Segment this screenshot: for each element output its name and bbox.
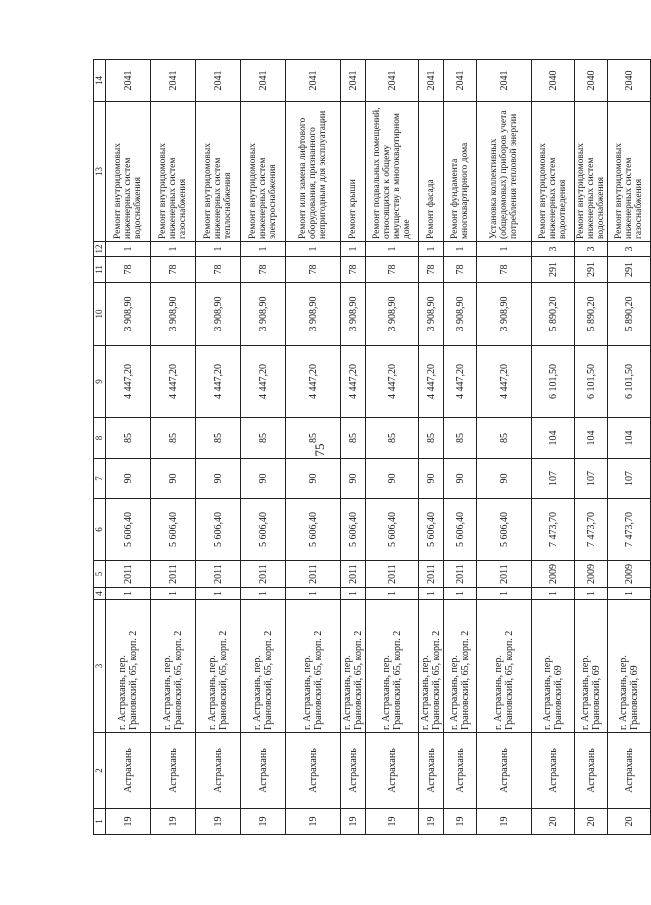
table-row: [477, 60, 532, 835]
address: г. Астрахань, пер. Грановский, 65, корп. 2: [286, 600, 341, 733]
planned-year: 2041: [286, 60, 341, 102]
work-type: Ремонт внутридомовых инженерных систем газоснабжения: [151, 102, 196, 242]
col-4: 1: [419, 588, 444, 600]
area-9: 6 101,50: [575, 346, 608, 418]
planned-year: 2041: [106, 60, 151, 102]
col-11: 78: [419, 257, 444, 283]
row-index: 19: [419, 809, 444, 835]
total-area: 5 606,40: [341, 499, 366, 561]
total-area: 5 606,40: [366, 499, 419, 561]
col-11: 291: [532, 257, 575, 283]
address: г. Астрахань, пер. Грановский, 65, корп. 2: [241, 600, 286, 733]
address: г. Астрахань, пер. Грановский, 69: [608, 600, 651, 733]
col-8: 85: [241, 418, 286, 459]
table-row: [366, 60, 419, 835]
total-area: 7 473,70: [575, 499, 608, 561]
total-area: 5 606,40: [106, 499, 151, 561]
column-number: 11: [94, 257, 106, 283]
area-10: 3 908,90: [286, 283, 341, 346]
row-index: 19: [341, 809, 366, 835]
column-number: 9: [94, 346, 106, 418]
row-index: 20: [608, 809, 651, 835]
col-8: 85: [106, 418, 151, 459]
municipality: Астрахань: [151, 733, 196, 809]
row-index: 19: [241, 809, 286, 835]
address: г. Астрахань, пер. Грановский, 65, корп. 2: [444, 600, 477, 733]
col-4: 1: [608, 588, 651, 600]
planned-year: 2041: [196, 60, 241, 102]
year: 2009: [608, 561, 651, 588]
area-9: 4 447,20: [477, 346, 532, 418]
area-10: 3 908,90: [196, 283, 241, 346]
planned-year: 2041: [151, 60, 196, 102]
work-type: Ремонт или замена лифтового оборудования, признанного непригодным для эксплуатации: [286, 102, 341, 242]
column-number: 12: [94, 242, 106, 257]
total-area: 7 473,70: [608, 499, 651, 561]
col-4: 1: [477, 588, 532, 600]
address: г. Астрахань, пер. Грановский, 65, корп. 2: [341, 600, 366, 733]
area-9: 4 447,20: [366, 346, 419, 418]
area-10: 5 890,20: [532, 283, 575, 346]
col-7: 90: [151, 459, 196, 499]
col-12: 3: [608, 242, 651, 257]
address: г. Астрахань, пер. Грановский, 65, корп. 2: [106, 600, 151, 733]
municipality: Астрахань: [532, 733, 575, 809]
area-9: 4 447,20: [106, 346, 151, 418]
col-4: 1: [444, 588, 477, 600]
planned-year: 2041: [419, 60, 444, 102]
col-11: 78: [241, 257, 286, 283]
year: 2011: [286, 561, 341, 588]
table-row: [341, 60, 366, 835]
area-9: 4 447,20: [151, 346, 196, 418]
col-11: 291: [575, 257, 608, 283]
capital-repair-table: [93, 59, 651, 835]
planned-year: 2041: [341, 60, 366, 102]
year: 2011: [341, 561, 366, 588]
col-11: 78: [196, 257, 241, 283]
row-index: 20: [575, 809, 608, 835]
row-index: 19: [444, 809, 477, 835]
area-10: 3 908,90: [477, 283, 532, 346]
area-10: 3 908,90: [241, 283, 286, 346]
address: г. Астрахань, пер. Грановский, 69: [532, 600, 575, 733]
col-7: 90: [106, 459, 151, 499]
row-index: 19: [151, 809, 196, 835]
col-12: 1: [196, 242, 241, 257]
page-number: 75: [312, 443, 327, 457]
area-10: 3 908,90: [341, 283, 366, 346]
year: 2011: [444, 561, 477, 588]
table-row: [241, 60, 286, 835]
col-4: 1: [241, 588, 286, 600]
table-row: [608, 60, 651, 835]
col-4: 1: [151, 588, 196, 600]
col-7: 90: [477, 459, 532, 499]
col-12: 1: [366, 242, 419, 257]
col-7: 107: [575, 459, 608, 499]
work-type: Ремонт внутридомовых инженерных систем водоснабжения: [575, 102, 608, 242]
col-4: 1: [106, 588, 151, 600]
table-row: [151, 60, 196, 835]
work-type: Ремонт подвальных помещений, относящихся к общему имуществу в многоквартирном доме: [366, 102, 419, 242]
col-7: 107: [608, 459, 651, 499]
rotated-table-wrapper: [93, 59, 651, 835]
planned-year: 2040: [575, 60, 608, 102]
work-type: Ремонт внутридомовых инженерных систем водоотведения: [532, 102, 575, 242]
address: г. Астрахань, пер. Грановский, 65, корп. 2: [419, 600, 444, 733]
col-7: 90: [366, 459, 419, 499]
total-area: 5 606,40: [419, 499, 444, 561]
col-12: 1: [286, 242, 341, 257]
work-type: Ремонт крыши: [341, 102, 366, 242]
municipality: Астрахань: [196, 733, 241, 809]
col-12: 1: [151, 242, 196, 257]
total-area: 5 606,40: [477, 499, 532, 561]
municipality: Астрахань: [241, 733, 286, 809]
total-area: 5 606,40: [444, 499, 477, 561]
column-number-row: [94, 60, 106, 835]
municipality: Астрахань: [419, 733, 444, 809]
col-7: 90: [341, 459, 366, 499]
col-4: 1: [366, 588, 419, 600]
column-number: 5: [94, 561, 106, 588]
column-number: 10: [94, 283, 106, 346]
col-8: 85: [151, 418, 196, 459]
col-11: 78: [286, 257, 341, 283]
municipality: Астрахань: [608, 733, 651, 809]
col-4: 1: [532, 588, 575, 600]
work-type: Ремонт внутридомовых инженерных систем электроснабжения: [241, 102, 286, 242]
col-8: 104: [575, 418, 608, 459]
col-11: 78: [341, 257, 366, 283]
table-row: [196, 60, 241, 835]
area-10: 3 908,90: [151, 283, 196, 346]
municipality: Астрахань: [366, 733, 419, 809]
col-12: 3: [532, 242, 575, 257]
col-8: 85: [477, 418, 532, 459]
col-12: 1: [477, 242, 532, 257]
col-11: 78: [444, 257, 477, 283]
work-type: Ремонт внутридомовых инженерных систем газоснабжения: [608, 102, 651, 242]
area-9: 4 447,20: [341, 346, 366, 418]
area-10: 5 890,20: [575, 283, 608, 346]
col-12: 1: [444, 242, 477, 257]
total-area: 5 606,40: [196, 499, 241, 561]
col-12: 1: [241, 242, 286, 257]
municipality: Астрахань: [341, 733, 366, 809]
year: 2011: [151, 561, 196, 588]
year: 2011: [196, 561, 241, 588]
year: 2009: [532, 561, 575, 588]
col-8: 104: [608, 418, 651, 459]
planned-year: 2040: [608, 60, 651, 102]
municipality: Астрахань: [286, 733, 341, 809]
row-index: 20: [532, 809, 575, 835]
col-4: 1: [341, 588, 366, 600]
address: г. Астрахань, пер. Грановский, 65, корп. 2: [366, 600, 419, 733]
row-index: 19: [477, 809, 532, 835]
area-10: 3 908,90: [419, 283, 444, 346]
planned-year: 2040: [532, 60, 575, 102]
municipality: Астрахань: [106, 733, 151, 809]
col-11: 291: [608, 257, 651, 283]
year: 2011: [477, 561, 532, 588]
column-number: 6: [94, 499, 106, 561]
column-number: 8: [94, 418, 106, 459]
area-9: 6 101,50: [608, 346, 651, 418]
year: 2011: [241, 561, 286, 588]
col-8: 85: [341, 418, 366, 459]
year: 2009: [575, 561, 608, 588]
column-number: 14: [94, 60, 106, 102]
work-type: Установка коллективных (общедомовых) приборов учета потребления тепловой энергии: [477, 102, 532, 242]
col-11: 78: [366, 257, 419, 283]
total-area: 7 473,70: [532, 499, 575, 561]
work-type: Ремонт внутридомовых инженерных систем водоснабжения: [106, 102, 151, 242]
planned-year: 2041: [241, 60, 286, 102]
col-7: 90: [444, 459, 477, 499]
address: г. Астрахань, пер. Грановский, 65, корп. 2: [477, 600, 532, 733]
col-12: 1: [106, 242, 151, 257]
row-index: 19: [106, 809, 151, 835]
col-12: 3: [575, 242, 608, 257]
area-10: 3 908,90: [444, 283, 477, 346]
row-index: 19: [286, 809, 341, 835]
table-row: [575, 60, 608, 835]
year: 2011: [419, 561, 444, 588]
area-9: 4 447,20: [419, 346, 444, 418]
col-11: 78: [106, 257, 151, 283]
planned-year: 2041: [366, 60, 419, 102]
year: 2011: [366, 561, 419, 588]
row-index: 19: [366, 809, 419, 835]
area-10: 5 890,20: [608, 283, 651, 346]
work-type: Ремонт внутридомовых инженерных систем теплоснабжения: [196, 102, 241, 242]
col-8: 85: [444, 418, 477, 459]
col-8: 104: [532, 418, 575, 459]
col-8: 85: [366, 418, 419, 459]
area-9: 4 447,20: [444, 346, 477, 418]
column-number: 4: [94, 588, 106, 600]
table-row: [419, 60, 444, 835]
column-number: 2: [94, 733, 106, 809]
col-4: 1: [286, 588, 341, 600]
municipality: Астрахань: [477, 733, 532, 809]
municipality: Астрахань: [575, 733, 608, 809]
area-10: 3 908,90: [106, 283, 151, 346]
column-number: 7: [94, 459, 106, 499]
col-8: 85: [196, 418, 241, 459]
column-number: 13: [94, 102, 106, 242]
municipality: Астрахань: [444, 733, 477, 809]
col-11: 78: [477, 257, 532, 283]
col-7: 90: [419, 459, 444, 499]
col-8: 85: [286, 418, 341, 459]
col-12: 1: [341, 242, 366, 257]
total-area: 5 606,40: [151, 499, 196, 561]
total-area: 5 606,40: [241, 499, 286, 561]
row-index: 19: [196, 809, 241, 835]
area-9: 4 447,20: [241, 346, 286, 418]
address: г. Астрахань, пер. Грановский, 65, корп. 2: [196, 600, 241, 733]
address: г. Астрахань, пер. Грановский, 69: [575, 600, 608, 733]
table-row: [106, 60, 151, 835]
col-7: 107: [532, 459, 575, 499]
table-row: [286, 60, 341, 835]
work-type: Ремонт фундамента многоквартирного дома: [444, 102, 477, 242]
year: 2011: [106, 561, 151, 588]
area-9: 6 101,50: [532, 346, 575, 418]
col-12: 1: [419, 242, 444, 257]
planned-year: 2041: [477, 60, 532, 102]
col-7: 90: [241, 459, 286, 499]
col-7: 90: [196, 459, 241, 499]
column-number: 1: [94, 809, 106, 835]
table-row: [532, 60, 575, 835]
planned-year: 2041: [444, 60, 477, 102]
col-7: 90: [286, 459, 341, 499]
column-number: 3: [94, 600, 106, 733]
table-row: [444, 60, 477, 835]
area-10: 3 908,90: [366, 283, 419, 346]
address: г. Астрахань, пер. Грановский, 65, корп. 2: [151, 600, 196, 733]
col-11: 78: [151, 257, 196, 283]
work-type: Ремонт фасада: [419, 102, 444, 242]
col-8: 85: [419, 418, 444, 459]
col-4: 1: [575, 588, 608, 600]
total-area: 5 606,40: [286, 499, 341, 561]
area-9: 4 447,20: [286, 346, 341, 418]
col-4: 1: [196, 588, 241, 600]
area-9: 4 447,20: [196, 346, 241, 418]
